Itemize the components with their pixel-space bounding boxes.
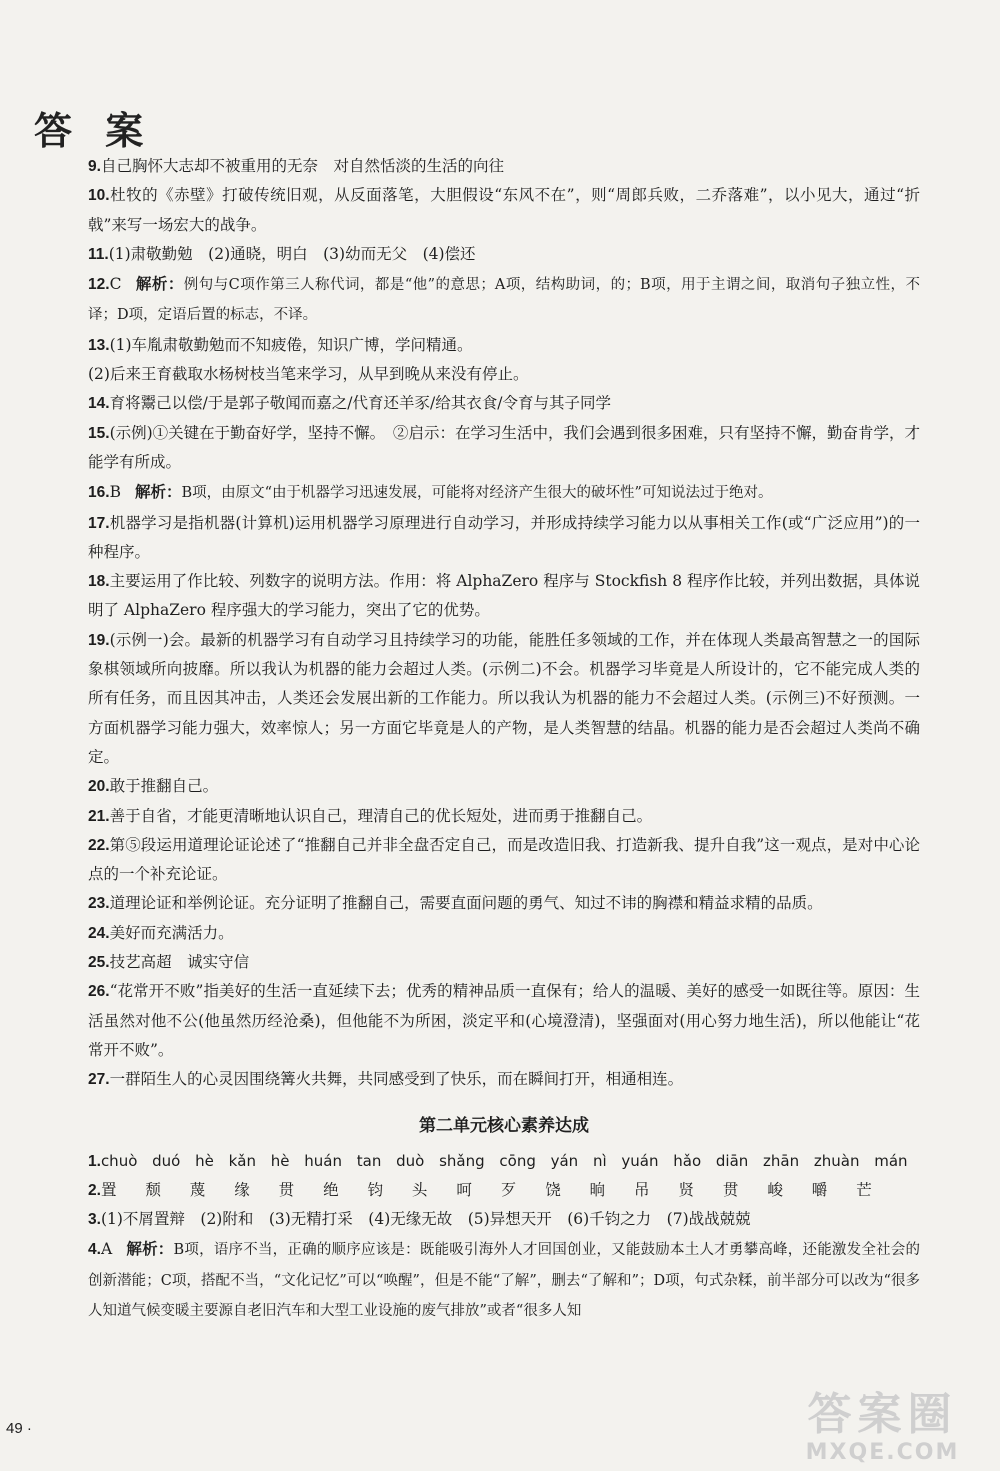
answer-item xyxy=(88,477,920,508)
answer-text: “花常开不败”指美好的生活一直延续下去；优秀的精神品质一直保有；给人的温暖、美好的感受一如既往等。原因：生活虽然对他不公(他虽然历经沧桑)，但他能不为所困，淡定平和(心境澄清)，坚强面对(用心努力地生活)，所以他能让“花常开不败”。 xyxy=(88,982,920,1059)
answer-choice: A xyxy=(100,1240,113,1259)
answer-list xyxy=(88,152,920,1326)
answer-text: 美好而充满活力。 xyxy=(109,923,234,942)
answer-number: 10. xyxy=(88,187,110,205)
answer-number: 19. xyxy=(88,631,110,649)
watermark-logo xyxy=(780,1390,985,1466)
answer-item xyxy=(88,802,920,831)
answer-number: 27. xyxy=(88,1071,110,1089)
answer-item xyxy=(88,889,920,918)
answer-item xyxy=(88,831,920,890)
answer-number: 21. xyxy=(88,807,110,825)
answer-number: 26. xyxy=(88,983,110,1001)
pinyin-answers: chuò duó hè kǎn hè huán tan duò shǎng cōng yán nì yuán hǎo diān zhān zhuàn mán xyxy=(100,1151,908,1170)
answer-item xyxy=(88,389,920,418)
answer-text: (1)肃敬勤勉 (2)通晓，明白 (3)幼而无父 (4)偿还 xyxy=(108,244,476,263)
answer-text: (2)后来王育截取水杨树枝当笔来学习，从早到晚从来没有停止。 xyxy=(88,365,529,384)
analysis-label: 解析： xyxy=(126,1239,174,1259)
answer-item xyxy=(88,1147,920,1176)
answer-number: 18. xyxy=(88,573,110,591)
answer-number: 12. xyxy=(88,276,110,294)
answer-item xyxy=(88,977,920,1065)
answer-item xyxy=(88,772,920,801)
answer-item xyxy=(88,1234,920,1326)
answer-item xyxy=(88,419,920,478)
answer-number: 23. xyxy=(88,895,110,913)
answer-number: 3. xyxy=(88,1211,101,1229)
answer-text: 育将鬻己以偿/于是郭子敬闻而嘉之/代育还羊豕/给其衣食/令育与其子同学 xyxy=(109,394,611,413)
answer-text: (1)不屑置辩 (2)附和 (3)无精打采 (4)无缘无故 (5)异想天开 (6)千钧之力 (7)战战兢兢 xyxy=(100,1210,751,1229)
answer-number: 20. xyxy=(88,778,110,796)
answer-number: 1. xyxy=(88,1152,101,1170)
analysis-text: 例句与C项作第三人称代词，都是“他”的意思；A项，结构助词，的；B项，用于主谓之间，取消句子独立性，不译；D项，定语后置的标志，不译。 xyxy=(88,277,920,324)
answer-text: 主要运用了作比较、列数字的说明方法。作用：将 AlphaZero 程序与 Stockfish 8 程序作比较，并列出数据，具体说明了 AlphaZero 程序强大的学习能力，突出了它的优势。 xyxy=(88,572,920,620)
answer-text: 道理论证和举例论证。充分证明了推翻自己，需要直面问题的勇气、知过不讳的胸襟和精益求精的品质。 xyxy=(109,894,823,913)
answer-item xyxy=(88,1065,920,1094)
answer-item xyxy=(88,240,920,269)
answer-number: 16. xyxy=(88,484,110,502)
answer-text: 自己胸怀大志却不被重用的无奈 对自然恬淡的生活的向往 xyxy=(100,157,504,175)
character-answers: 置 颓 蔑 缘 贯 绝 钧 头 呵 歹 饶 晌 吊 贤 贯 峻 嚼 芒 xyxy=(100,1180,884,1199)
answer-text: 杜牧的《赤壁》打破传统旧观，从反面落笔，大胆假设“东风不在”，则“周郎兵败，二乔落难”，以小见大，通过“折戟”来写一场宏大的战争。 xyxy=(88,186,920,234)
answer-item xyxy=(88,626,920,772)
answer-number: 24. xyxy=(88,924,110,942)
analysis-text: B项，语序不当，正确的顺序应该是：既能吸引海外人才回国创业，又能鼓励本土人才勇攀高峰，还能激发全社会的创新潜能；C项，搭配不当，“文化记忆”可以“唤醒”，但是不能“了解”，删去“了解和”；D项，句式杂糅，前半部分可以改为“很多人知道气候变暖主要源自老旧汽车和大型工业设施的废气排放”或者“很多人知 xyxy=(88,1242,920,1319)
answer-item xyxy=(88,567,920,626)
answer-number: 15. xyxy=(88,424,110,442)
answer-number: 4. xyxy=(88,1241,101,1259)
answer-text: (1)车胤肃敬勤勉而不知疲倦，知识广博，学问精通。 xyxy=(109,335,473,354)
answer-number: 13. xyxy=(88,336,110,354)
page-number: 49 · xyxy=(6,1420,32,1437)
answer-number: 11. xyxy=(88,245,109,263)
section-title: 第二单元核心素养达成 xyxy=(419,1115,589,1136)
analysis-label: 解析： xyxy=(135,274,184,294)
answer-number: 9. xyxy=(88,158,101,175)
answer-item xyxy=(88,331,920,360)
answer-number: 14. xyxy=(88,395,110,413)
answer-text: 第⑤段运用道理论证论述了“推翻自己并非全盘否定自己，而是改造旧我、打造新我、提升自我”这一观点，是对中心论点的一个补充论证。 xyxy=(88,835,920,884)
answer-item xyxy=(88,152,920,181)
answer-text: 机器学习是指机器(计算机)运用机器学习原理进行自动学习，并形成持续学习能力以从事相关工作(或“广泛应用”)的一种程序。 xyxy=(88,513,920,561)
analysis-label: 解析： xyxy=(134,482,182,502)
answer-choice: B xyxy=(109,483,121,502)
answer-number: 17. xyxy=(88,514,110,532)
answer-text: 敢于推翻自己。 xyxy=(109,777,219,796)
answer-text: (示例一)会。最新的机器学习有自动学习且持续学习的功能，能胜任多领域的工作，并在体现人类最高智慧之一的国际象棋领域所向披靡。所以我认为机器的能力会超过人类。(示例二)不会。机器学习毕竟是人所设计的，它不能完成人类的所有任务，而且因其冲击，人类还会发展出新的工作能力。所以我认为机器的能力不会超过人类。(示例三)不好预测。一方面机器学习能力强大，效率惊人；另一方面它毕竟是人的产物，是人类智慧的结晶。机器的能力是否会超过人类尚不确定。 xyxy=(88,630,920,766)
answer-item xyxy=(88,1205,920,1234)
answer-item xyxy=(88,948,920,977)
answer-text: (示例)①关键在于勤奋好学，坚持不懈。 ②启示：在学习生活中，我们会遇到很多困难，只有坚持不懈，勤奋肯学，才能学有所成。 xyxy=(88,423,920,471)
answer-number: 2. xyxy=(88,1181,101,1199)
answer-item xyxy=(88,1176,920,1205)
answer-text: 善于自省，才能更清晰地认识自己，理清自己的优长短处，进而勇于推翻自己。 xyxy=(109,806,653,825)
watermark-url: MXQE.COM xyxy=(805,1440,960,1465)
answer-number: 22. xyxy=(88,836,110,854)
answer-item xyxy=(88,181,920,240)
answer-text: 技艺高超 诚实守信 xyxy=(109,953,250,972)
answer-item xyxy=(88,269,920,331)
answer-item xyxy=(88,919,920,948)
analysis-text: B项，由原文“由于机器学习迅速发展，可能将对经济产生很大的破坏性”可知说法过于绝对。 xyxy=(181,485,773,502)
answer-choice: C xyxy=(109,275,122,294)
answer-item xyxy=(88,509,920,568)
answer-item xyxy=(88,360,920,389)
answer-text: 一群陌生人的心灵因围绕篝火共舞，共同感受到了快乐，而在瞬间打开，相通相连。 xyxy=(109,1070,684,1089)
answer-number: 25. xyxy=(88,954,110,972)
watermark-text: 答案圈 xyxy=(807,1389,958,1440)
page-title: 答 案 xyxy=(34,108,154,153)
